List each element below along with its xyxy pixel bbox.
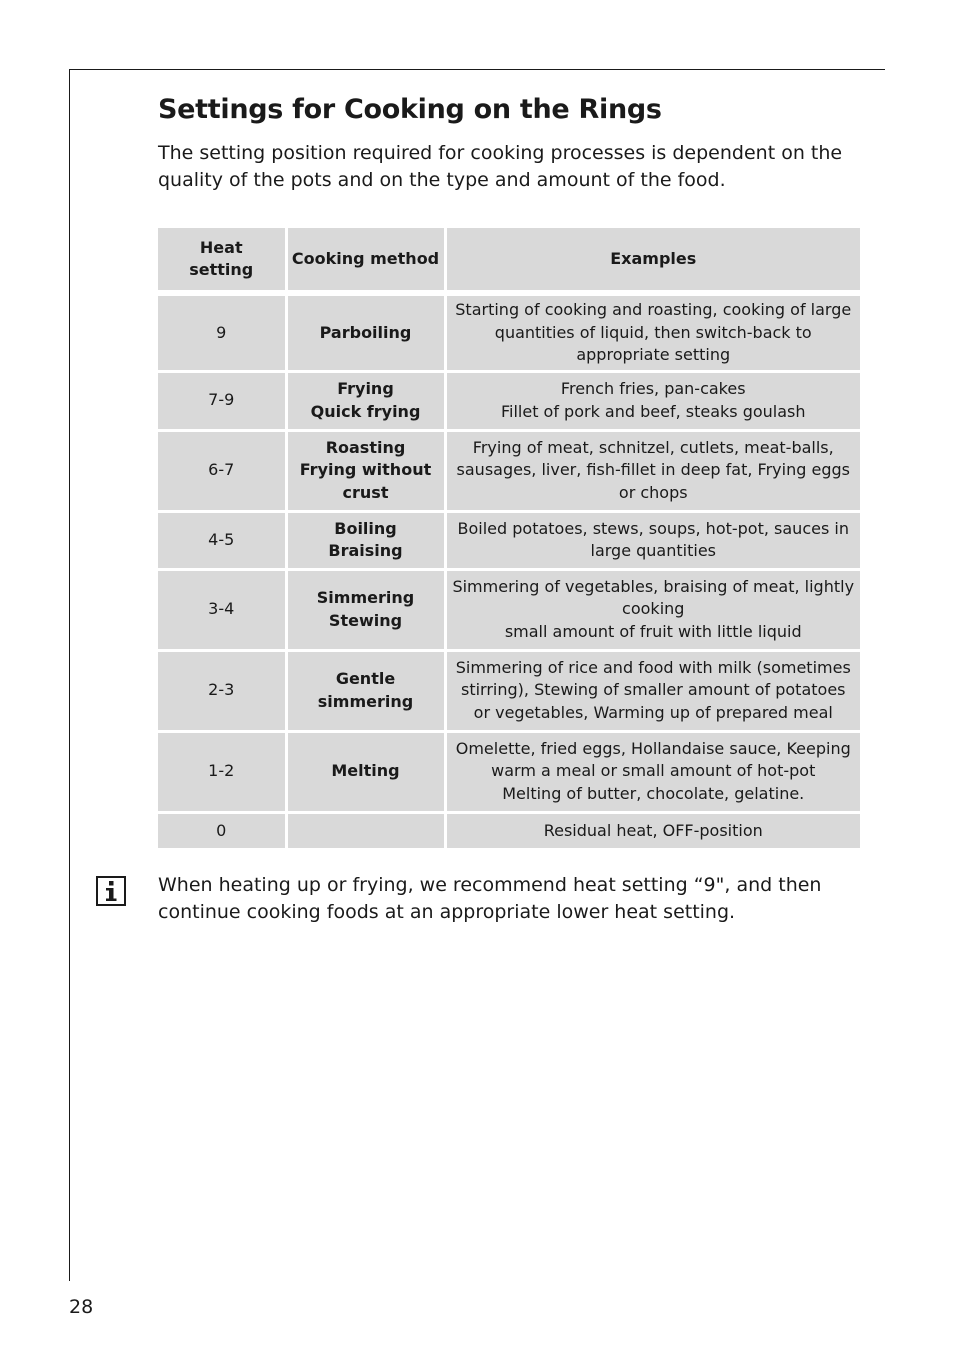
- intro-paragraph: The setting position required for cooking processes is dependent on the quality of the pots and on the type and amount of the food.: [158, 142, 843, 191]
- cooking-method-cell: Gentle simmering: [286, 650, 445, 731]
- heat-setting-cell: 7-9: [158, 371, 286, 430]
- heat-setting-cell: 2-3: [158, 650, 286, 731]
- page-title: Settings for Cooking on the Rings: [158, 94, 662, 125]
- left-margin-rule: [69, 69, 70, 1281]
- cooking-method-cell: Frying Quick frying: [286, 371, 445, 430]
- cooking-method-cell: Roasting Frying without crust: [286, 430, 445, 511]
- table-row: [158, 731, 860, 812]
- examples-cell: Starting of cooking and roasting, cooking of large quantities of liquid, then switch-back to appropriate setting: [445, 293, 860, 371]
- table-row: [158, 371, 860, 430]
- heat-setting-cell: 4-5: [158, 511, 286, 569]
- examples-cell: Frying of meat, schnitzel, cutlets, meat-balls, sausages, liver, fish-fillet in deep fat, Frying eggs or chops: [445, 430, 860, 511]
- header-heat-setting: Heat setting: [158, 228, 286, 293]
- examples-cell: French fries, pan-cakes Fillet of pork and beef, steaks goulash: [445, 371, 860, 430]
- examples-cell: Simmering of rice and food with milk (sometimes stirring), Stewing of smaller amount of potatoes or vegetables, Warming up of prepared meal: [445, 650, 860, 731]
- cooking-settings-table: [158, 228, 860, 848]
- examples-cell: Simmering of vegetables, braising of meat, lightly cooking small amount of fruit with little liquid: [445, 569, 860, 650]
- heat-setting-cell: 1-2: [158, 731, 286, 812]
- header-cooking-method: Cooking method: [286, 228, 445, 293]
- examples-cell: Omelette, fried eggs, Hollandaise sauce, Keeping warm a meal or small amount of hot-pot Melting of butter, chocolate, gelatine.: [445, 731, 860, 812]
- table-row: [158, 430, 860, 511]
- table-row: [158, 569, 860, 650]
- examples-cell: Boiled potatoes, stews, soups, hot-pot, sauces in large quantities: [445, 511, 860, 569]
- info-note: When heating up or frying, we recommend heat setting “9", and then continue cooking foods at an appropriate lower heat setting.: [158, 874, 822, 923]
- page-number: 28: [69, 1296, 94, 1318]
- header-examples: Examples: [445, 228, 860, 293]
- top-rule: [69, 69, 885, 70]
- cooking-method-cell: [286, 812, 445, 848]
- heat-setting-cell: 9: [158, 293, 286, 371]
- cooking-method-cell: Parboiling: [286, 293, 445, 371]
- cooking-method-cell: Boiling Braising: [286, 511, 445, 569]
- heat-setting-cell: 0: [158, 812, 286, 848]
- table-row: [158, 511, 860, 569]
- examples-cell: Residual heat, OFF-position: [445, 812, 860, 848]
- heat-setting-cell: 3-4: [158, 569, 286, 650]
- table-header-row: [158, 228, 860, 293]
- heat-setting-cell: 6-7: [158, 430, 286, 511]
- table-row: [158, 293, 860, 371]
- cooking-method-cell: Simmering Stewing: [286, 569, 445, 650]
- table-row: [158, 812, 860, 848]
- info-icon: [96, 876, 126, 906]
- cooking-method-cell: Melting: [286, 731, 445, 812]
- table-row: [158, 650, 860, 731]
